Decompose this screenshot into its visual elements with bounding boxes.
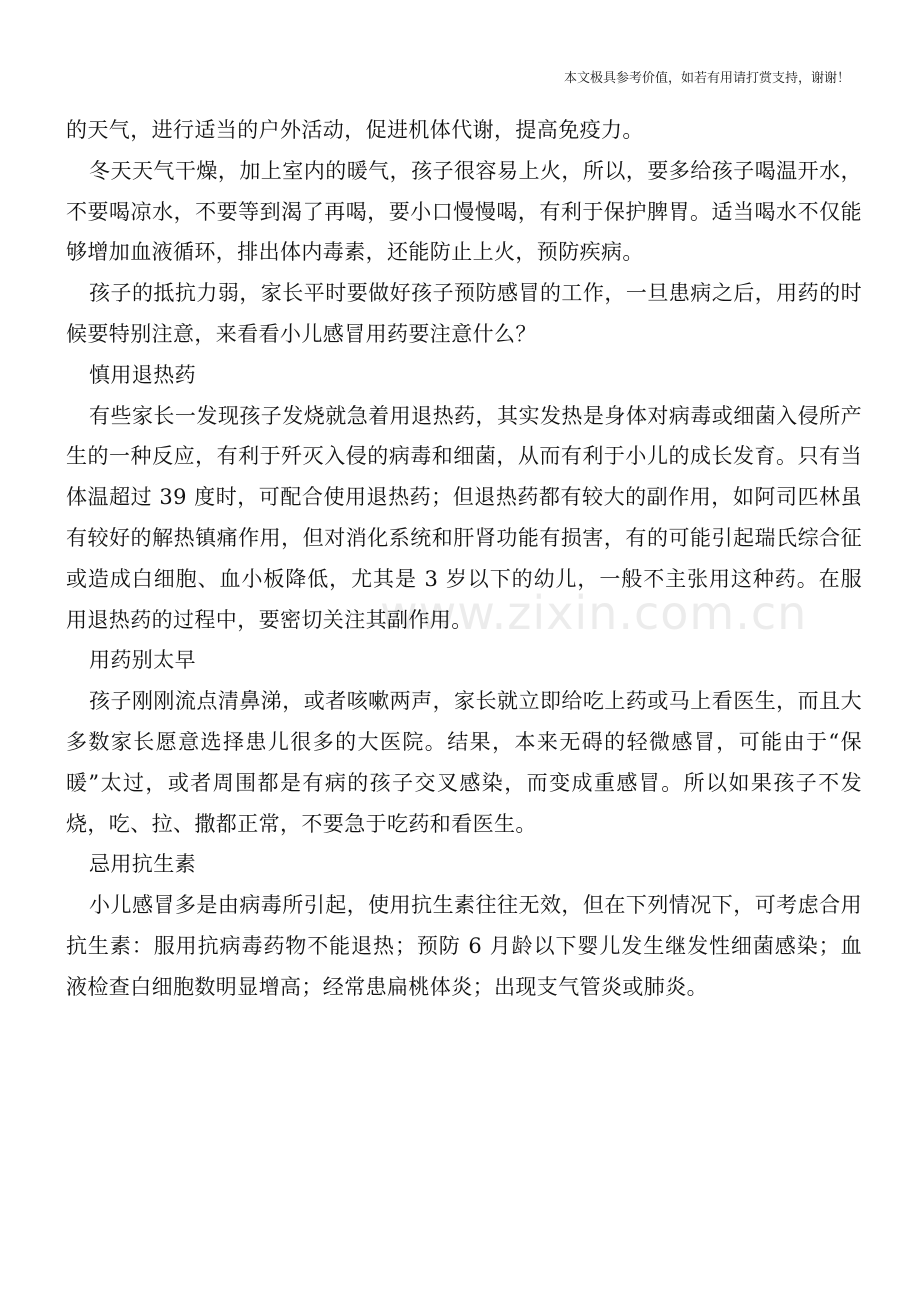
header-note: 本文极具参考价值，如若有用请打赏支持，谢谢！ — [563, 71, 850, 86]
paragraph-antibiotics: 小儿感冒多是由病毒所引起，使用抗生素往往无效，但在下列情况下，可考虑合用抗生素：服用抗病毒药物不能退热；预防 6 月龄以下婴儿发生继发性细菌感染；血液检查白细胞数明显增高；经常患扁桃体炎；出现支气管炎或肺炎。 — [66, 893, 862, 999]
section-heading-not-too-early: 用药别太早 — [89, 648, 196, 673]
paragraph-drink-water: 冬天天气干燥，加上室内的暖气，孩子很容易上火，所以，要多给孩子喝温开水，不要喝凉水，不要等到渴了再喝，要小口慢慢喝，有利于保护脾胃。适当喝水不仅能够增加血液循环，排出体内毒素，还能防止上火，预防疾病。 — [66, 158, 862, 265]
paragraph-medication-intro: 孩子的抵抗力弱，家长平时要做好孩子预防感冒的工作，一旦患病之后，用药的时候要特别注意，来看看小儿感冒用药要注意什么？ — [66, 281, 862, 346]
section-heading-antipyretics: 慎用退热药 — [89, 362, 196, 387]
article-body — [66, 110, 862, 1008]
watermark: www.zixin.com.cn — [380, 586, 808, 640]
paragraph-not-too-early: 孩子刚刚流点清鼻涕，或者咳嗽两声，家长就立即给吃上药或马上看医生，而且大多数家长愿意选择患儿很多的大医院。结果，本来无碍的轻微感冒，可能由于“保暖”太过，或者周围都是有病的孩子交叉感染，而变成重感冒。所以如果孩子不发烧，吃、拉、撒都正常，不要急于吃药和看医生。 — [66, 689, 862, 836]
section-heading-antibiotics: 忌用抗生素 — [89, 852, 196, 877]
paragraph-intro-continuation: 的天气，进行适当的户外活动，促进机体代谢，提高免疫力。 — [66, 118, 644, 142]
paragraph-antipyretics: 有些家长一发现孩子发烧就急着用退热药，其实发热是身体对病毒或细菌入侵所产生的一种反应，有利于歼灭入侵的病毒和细菌，从而有利于小儿的成长发育。只有当体温超过 39 度时，可配合使用退热药；但退热药都有较大的副作用，如阿司匹林虽有较好的解热镇痛作用，但对消化系统和肝肾功能有损害，有的可能引起瑞氏综合征或造成白细胞、血小板降低，尤其是 3 岁以下的幼儿，一般不主张用这种药。在服用退热药的过程中，要密切关注其副作用。 — [66, 403, 862, 632]
